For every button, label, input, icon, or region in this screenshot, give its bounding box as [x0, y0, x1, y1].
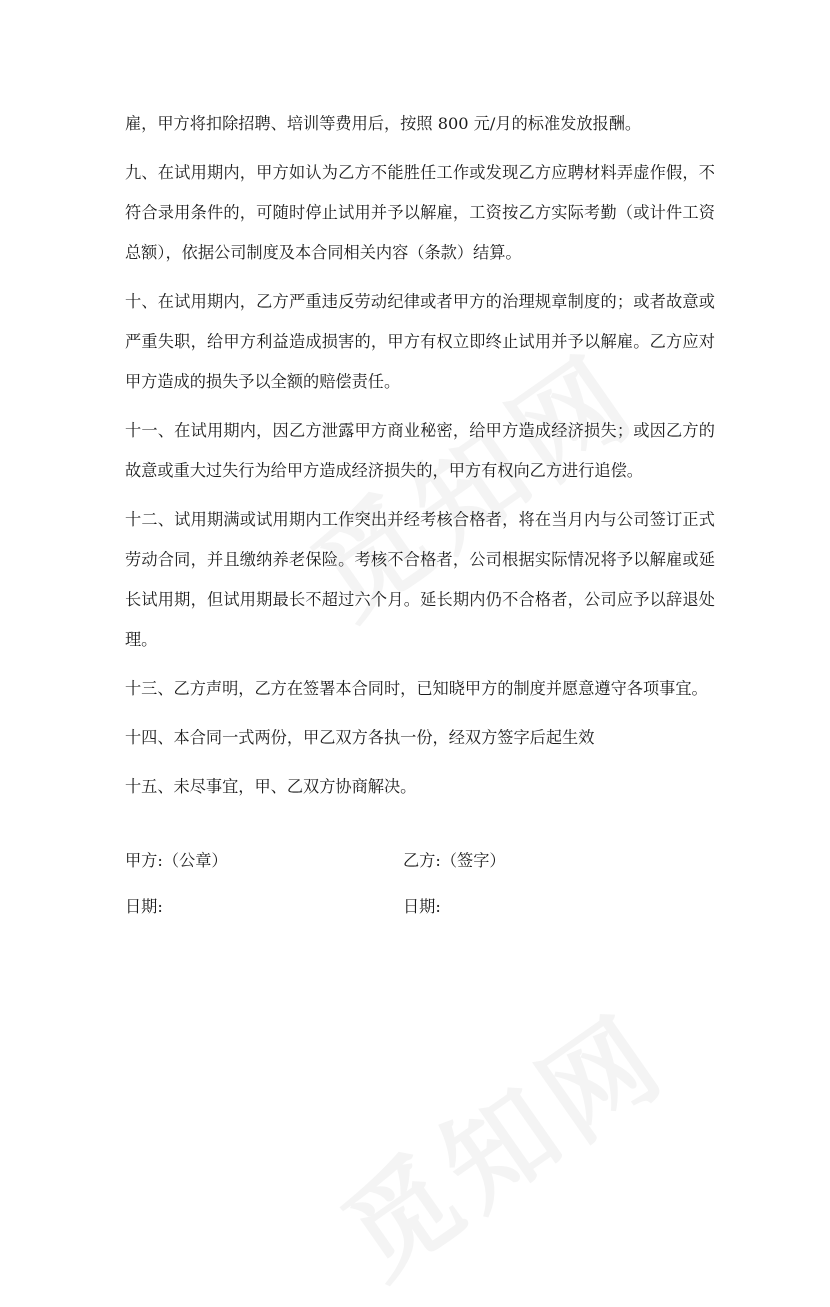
party-a-date-label: 日期:: [125, 897, 163, 916]
paragraph-continuation: 雇，甲方将扣除招聘、培训等费用后，按照 800 元/月的标准发放报酬。: [125, 114, 642, 133]
clause-15: 十五、未尽事宜，甲、乙双方协商解决。: [125, 777, 417, 796]
watermark: [307, 971, 693, 1307]
clause-9: 九、在试用期内，甲方如认为乙方不能胜任工作或发现乙方应聘材料弄虚作假，不符合录用条件的，可随时停止试用并予以解雇，工资按乙方实际考勤（或计件工资总额），依据公司制度及本合同相关内容（条款）结算。: [125, 163, 715, 262]
clause-14: 十四、本合同一式两份，甲乙双方各执一份，经双方签字后起生效: [125, 728, 595, 747]
clause-10: 十、在试用期内，乙方严重违反劳动纪律或者甲方的治理规章制度的；或者故意或严重失职，给甲方利益造成损害的，甲方有权立即终止试用并予以解雇。乙方应对甲方造成的损失予以全额的赔偿责任。: [125, 292, 715, 391]
party-a-signature-label: 甲方:（公章）: [125, 851, 228, 870]
party-b-date-label: 日期:: [403, 897, 441, 916]
clause-13: 十三、乙方声明，乙方在签署本合同时，已知晓甲方的制度并愿意遵守各项事宜。: [125, 679, 708, 698]
clause-12: 十二、试用期满或试用期内工作突出并经考核合格者，将在当月内与公司签订正式劳动合同，并且缴纳养老保险。考核不合格者，公司根据实际情况将予以解雇或延长试用期，但试用期最长不超过六个月。延长期内仍不合格者，公司应予以辞退处理。: [125, 510, 715, 649]
contract-body: [125, 104, 715, 816]
party-b-signature-label: 乙方:（签字）: [403, 851, 506, 870]
clause-11: 十一、在试用期内，因乙方泄露甲方商业秘密，给甲方造成经济损失；或因乙方的故意或重大过失行为给甲方造成经济损失的，甲方有权向乙方进行追偿。: [125, 421, 715, 480]
